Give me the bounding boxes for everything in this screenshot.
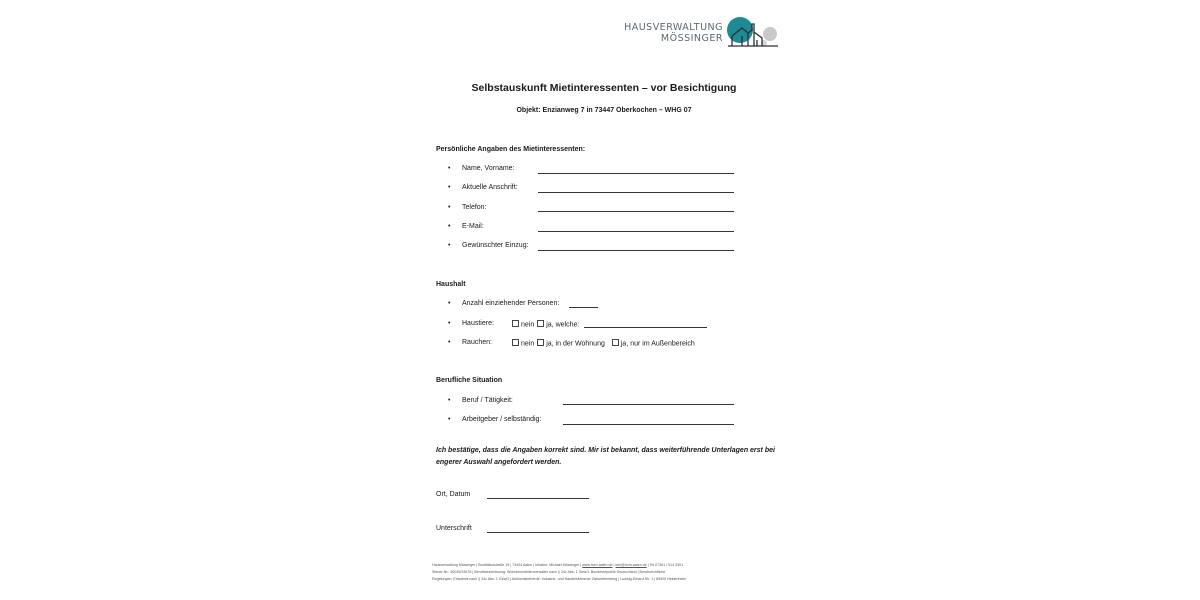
place-date-label: Ort, Datum [436,491,471,498]
bullet-icon: • [448,184,451,191]
field-label: Rauchen: [462,339,492,346]
field-label: Arbeitgeber / selbständig: [462,416,542,423]
field-label: Haustiere: [462,320,494,327]
field-label: Telefon: [462,204,487,211]
email-input-line[interactable] [538,231,734,232]
smoking-option-indoor[interactable]: ja, in der Wohnung [537,339,605,348]
logo-line-1: HAUSVERWALTUNG [624,22,723,33]
footer-email-link[interactable]: info@hvm-aalen.de [615,563,647,567]
field-label: Gewünschter Einzug: [462,242,529,249]
smoking-option-outdoor[interactable]: ja, nur im Außenbereich [612,339,695,348]
field-address [448,184,518,191]
field-label: Aktuelle Anschrift: [462,184,518,191]
occupation-input-line[interactable] [563,404,734,405]
move-in-input-line[interactable] [538,250,734,251]
signature-input-line[interactable] [487,532,589,533]
bullet-icon: • [448,165,451,172]
pets-option-yes[interactable]: ja, welche: [537,320,579,329]
footer-imprint [432,562,777,583]
footer-line-1: Hausverwaltung Mössinger | Bonifatiusstraße 19 | 73434 Aalen | Inhaber: Michael Mössinger | www.hvm-aalen.de | info@hvm-aalen.de | Tel.07361 / 914 3301 [432,563,684,567]
address-input-line[interactable] [538,192,734,193]
pets-which-input-line[interactable] [584,327,707,328]
pets-option-no[interactable]: nein [512,320,534,329]
field-email [448,223,484,230]
bullet-icon: • [448,339,451,346]
smoking-options [512,339,698,348]
house-logo-icon [726,14,780,50]
checkbox-icon[interactable] [537,320,544,327]
field-label: Anzahl einziehender Personen: [462,300,560,307]
persons-input-line[interactable] [569,307,598,308]
bullet-icon: • [448,397,451,404]
checkbox-icon[interactable] [512,339,519,346]
logo-line-2: MÖSSINGER [660,33,723,44]
employer-input-line[interactable] [563,424,734,425]
bullet-icon: • [448,242,451,249]
signature-label: Unterschrift [436,525,472,532]
bullet-icon: • [448,320,451,327]
field-label: E-Mail: [462,223,484,230]
property-subtitle: Objekt: Enzianweg 7 in 73447 Oberkochen – WHG 07 [516,107,692,114]
field-phone [448,204,487,211]
checkbox-icon[interactable] [537,339,544,346]
checkbox-icon[interactable] [512,320,519,327]
checkbox-icon[interactable] [612,339,619,346]
section-heading-personal: Persönliche Angaben des Mietinteressenten: [436,146,586,153]
field-label: Beruf / Tätigkeit: [462,397,513,404]
document-title: Selbstauskunft Mietinteressenten – vor Besichtigung [471,82,737,94]
field-move-in [448,242,529,249]
footer-website-link[interactable]: www.hvm-aalen.de [582,563,613,567]
pets-options [512,320,582,329]
field-label: Name, Vorname: [462,165,515,172]
section-heading-job: Berufliche Situation [436,377,503,384]
name-input-line[interactable] [538,173,734,174]
field-pets [448,320,494,327]
bullet-icon: • [448,204,451,211]
field-smoking [448,339,492,346]
confirmation-statement: Ich bestätige, dass die Angaben korrekt sind. Mir ist bekannt, dass weiterführende Unterlagen erst bei engerer Auswahl angefordert werden. [436,447,775,466]
field-persons [448,300,559,307]
phone-input-line[interactable] [538,211,734,212]
section-heading-household: Haushalt [436,281,466,288]
bullet-icon: • [448,416,451,423]
place-date-input-line[interactable] [487,498,589,499]
footer-line-3: Regelungen: Erlaubnis nach § 34c Abs. 1 GewO | Aufsichtsbehörde: Industrie- und Handelskammer Ostwürttemberg | Ludwig-Erhard-Str. 1 | 89520 Heidenheim [432,577,687,581]
footer-line-2: Steuer-Nr.: 50039/33678 | Berufsbezeichnung: Wohnimmobilienverwalter nach § 34c Abs. 1 GewO, Bundesrepublik Deutschland | Berufsrechtliche [432,570,666,574]
bullet-icon: • [448,223,451,230]
field-name [448,165,515,172]
smoking-option-no[interactable]: nein [512,339,534,348]
field-occupation [448,397,513,404]
field-employer [448,416,541,423]
bullet-icon: • [448,300,451,307]
